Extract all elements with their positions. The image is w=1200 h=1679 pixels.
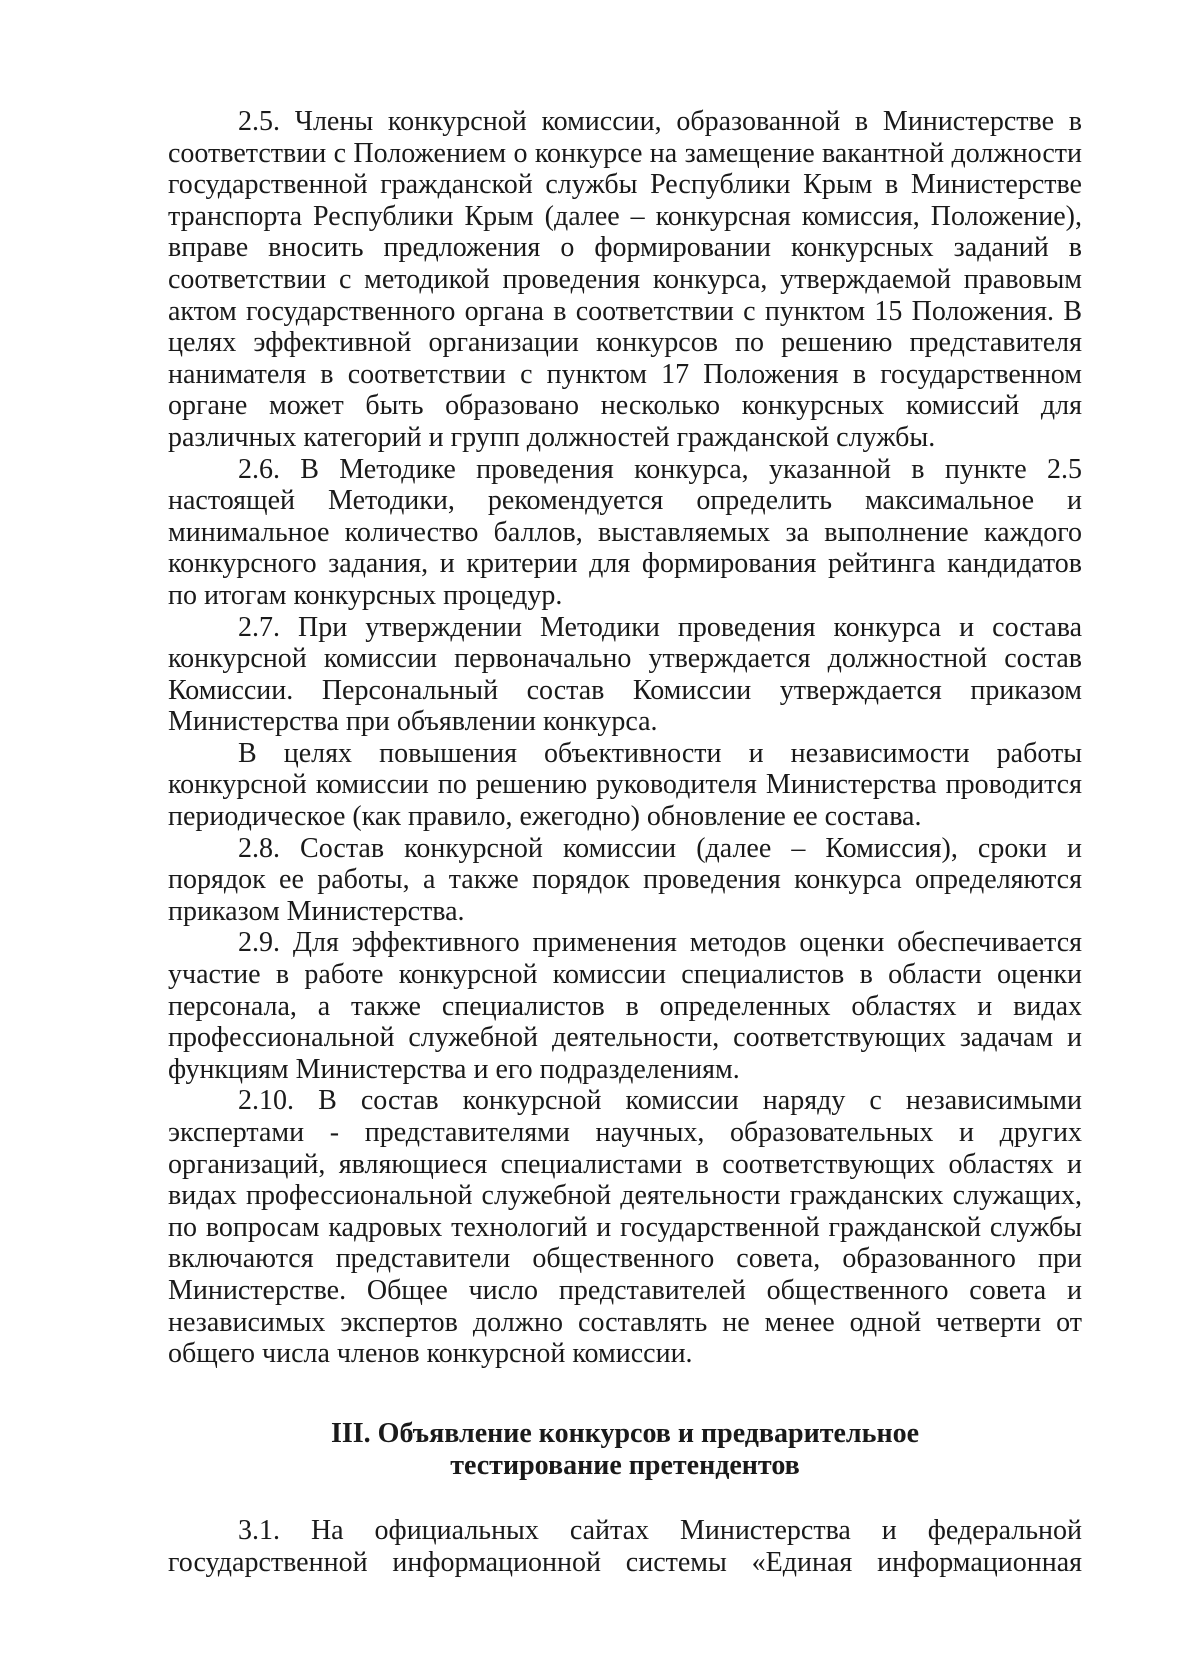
paragraph-3-1: 3.1. На официальных сайтах Министерства и федеральной государственной информационной системы «Единая информационная bbox=[168, 1515, 1082, 1578]
paragraph-2-7: 2.7. При утверждении Методики проведения конкурса и состава конкурсной комиссии первоначально утверждается должностной состав Комиссии. Персональный состав Комиссии утверждается приказом Министерства при объявлении конкурса. bbox=[168, 611, 1082, 738]
paragraph-2-5: 2.5. Члены конкурсной комиссии, образованной в Министерстве в соответствии с Положением о конкурсе на замещение вакантной должности государственной гражданской службы Республики Крым в Министерстве транспорта Республики Крым (далее – конкурсная комиссия, Положение), вправе вносить предложения о формировании конкурсных заданий в соответствии с методикой проведения конкурса, утверждаемой правовым актом государственного органа в соответствии с пунктом 15 Положения. В целях эффективной организации конкурсов по решению представителя нанимателя в соответствии с пунктом 17 Положения в государственном органе может быть образовано несколько конкурсных комиссий для различных категорий и групп должностей гражданской службы. bbox=[168, 106, 1082, 453]
section-heading bbox=[168, 1418, 1082, 1482]
paragraph-2-6: 2.6. В Методике проведения конкурса, указанной в пункте 2.5 настоящей Методики, рекомендуется определить максимальное и минимальное количество баллов, выставляемых за выполнение каждого конкурсного задания, и критерии для формирования рейтинга кандидатов по итогам конкурсных процедур. bbox=[168, 453, 1082, 611]
paragraph-2-10: 2.10. В состав конкурсной комиссии наряду с независимыми экспертами - представителями научных, образовательных и других организаций, являющиеся специалистами в соответствующих областях и видах профессиональной служебной деятельности гражданских служащих, по вопросам кадровых технологий и государственной гражданской службы включаются представители общественного совета, образованного при Министерстве. Общее число представителей общественного совета и независимых экспертов должно составлять не менее одной четверти от общего числа членов конкурсной комиссии. bbox=[168, 1085, 1082, 1370]
section-heading-line-2: тестирование претендентов bbox=[450, 1450, 800, 1481]
section-heading-line-1: III. Объявление конкурсов и предварительное bbox=[330, 1418, 920, 1449]
document-body bbox=[168, 106, 1082, 1370]
paragraph-2-9: 2.9. Для эффективного применения методов оценки обеспечивается участие в работе конкурсной комиссии специалистов в области оценки персонала, а также специалистов в определенных областях и видах профессиональной служебной деятельности, соответствующих задачам и функциям Министерства и его подразделениям. bbox=[168, 927, 1082, 1085]
paragraph-2-7-continued: В целях повышения объективности и независимости работы конкурсной комиссии по решению руководителя Министерства проводится периодическое (как правило, ежегодно) обновление ее состава. bbox=[168, 737, 1082, 833]
section-3-body bbox=[168, 1515, 1082, 1579]
paragraph-2-8: 2.8. Состав конкурсной комиссии (далее – Комиссия), сроки и порядок ее работы, а также порядок проведения конкурса определяются приказом Министерства. bbox=[168, 832, 1082, 927]
